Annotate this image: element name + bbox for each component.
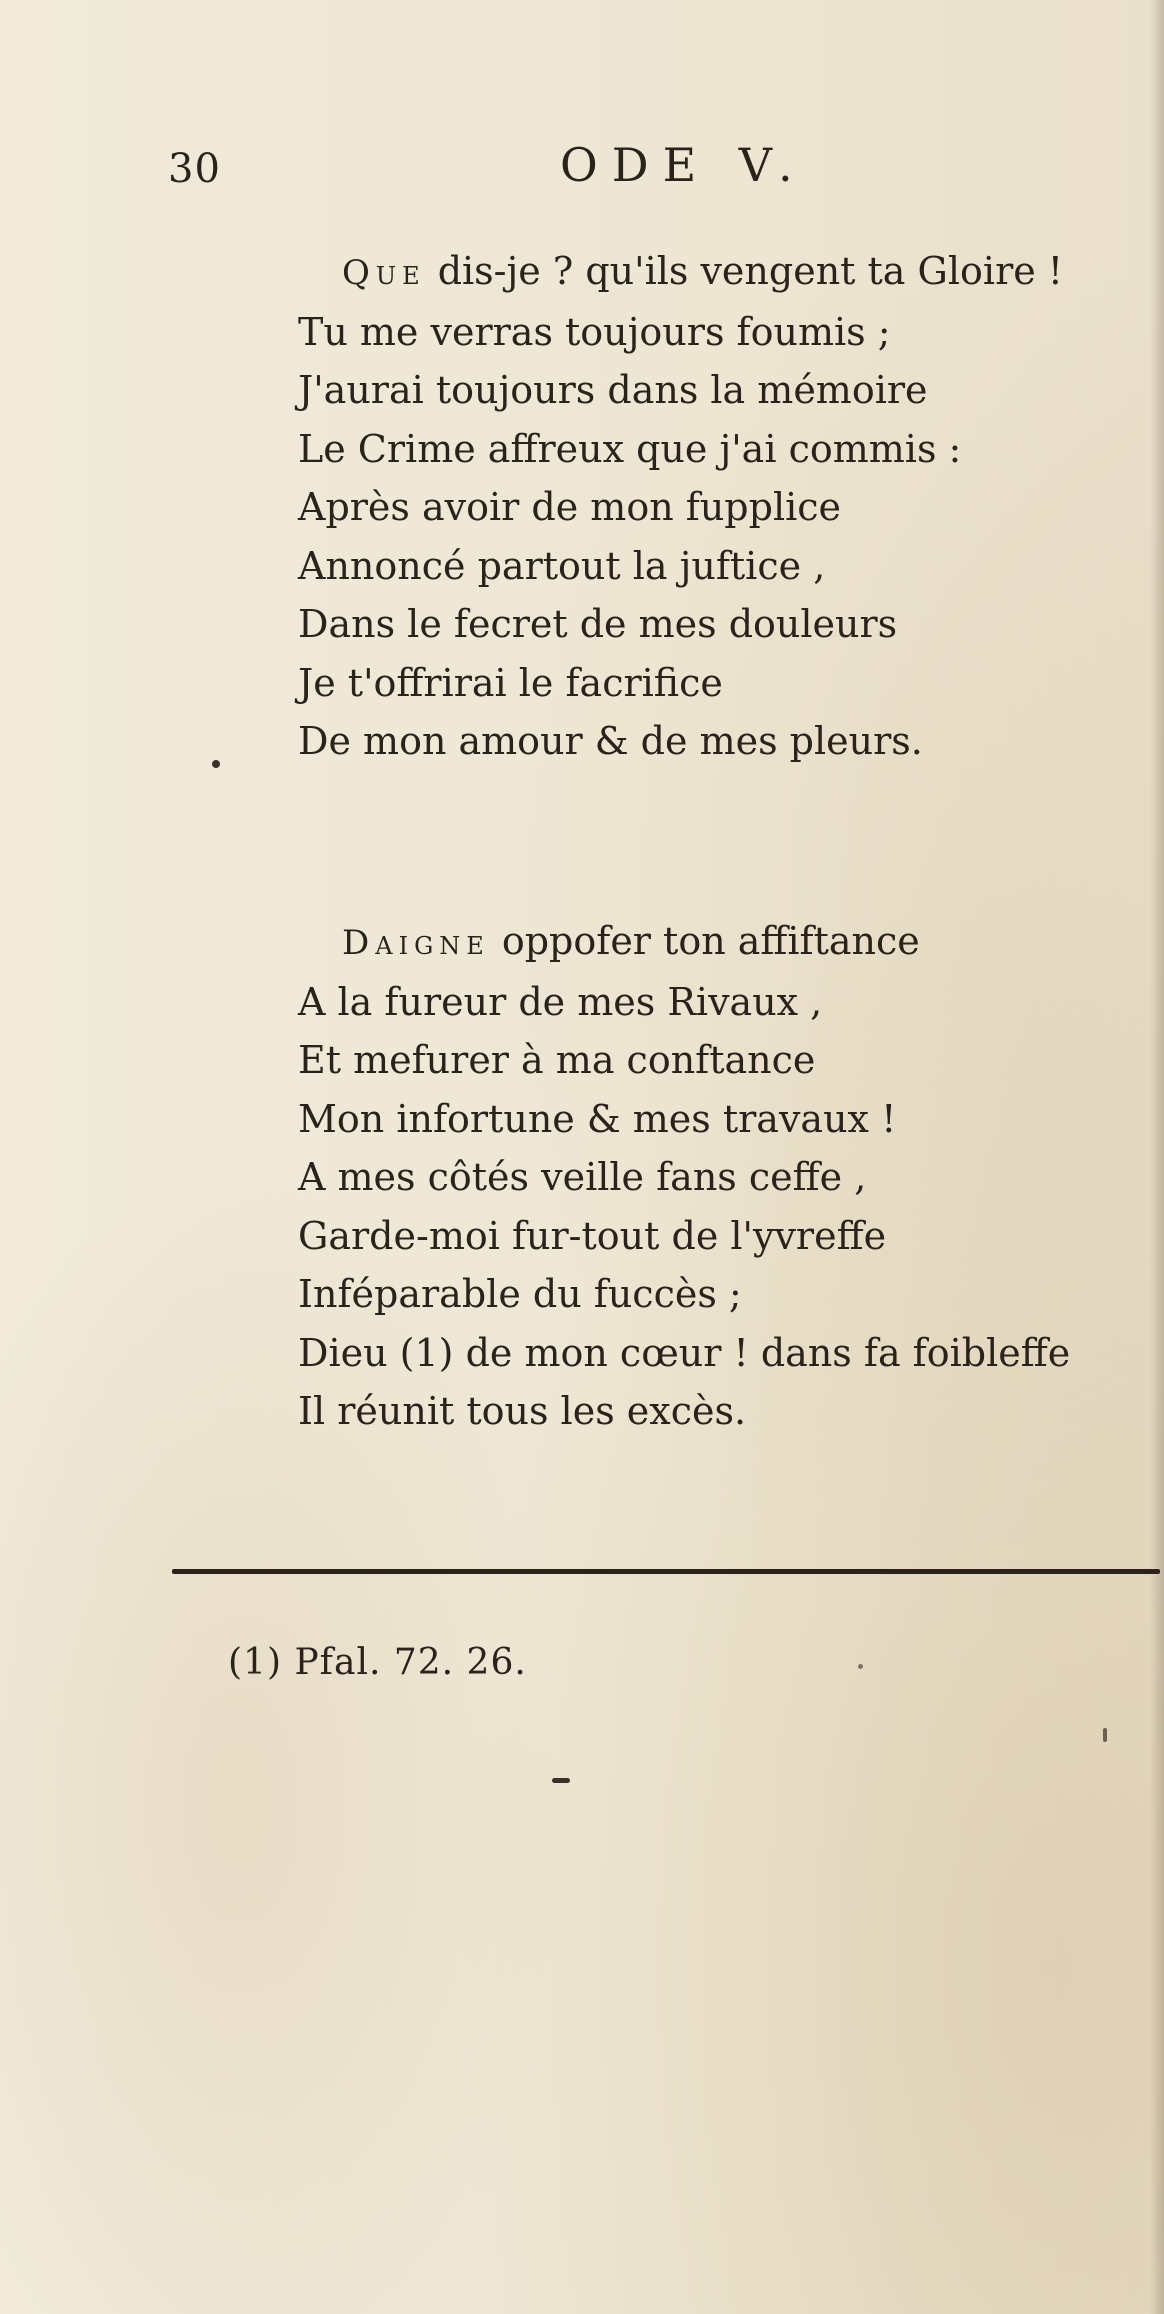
verse-line-text: oppofer ton affiftance <box>489 919 920 963</box>
verse-line: Inféparable du fuccès ; <box>298 1272 742 1316</box>
ink-speck <box>212 760 220 768</box>
verse-line <box>298 912 1158 973</box>
verse-line: Et mefurer à ma conftance <box>298 1038 816 1082</box>
verse-line <box>298 242 1158 303</box>
verse-line: Garde-moi fur-tout de l'yvreffe <box>298 1213 887 1258</box>
stanza-lead-word: Daigne <box>342 923 490 963</box>
stanza-1 <box>298 242 1158 771</box>
page-header <box>0 138 1164 198</box>
ink-speck <box>858 1664 863 1669</box>
verse-line: A mes côtés veille fans ceffe , <box>298 1155 867 1199</box>
verse-line: De mon amour & de mes pleurs. <box>298 719 923 763</box>
page-number: 30 <box>168 146 221 192</box>
verse-line: Tu me verras toujours foumis ; <box>298 309 891 354</box>
verse-line: J'aurai toujours dans la mémoire <box>298 368 928 412</box>
footnote-rule <box>172 1569 1160 1574</box>
verse-line: A la fureur de mes Rivaux , <box>298 979 823 1024</box>
verse-line-text: dis-je ? qu'ils vengent ta Gloire ! <box>425 249 1064 293</box>
verse-line: Annoncé partout la juftice , <box>298 543 826 588</box>
verse-line: Je t'offrirai le facrifice <box>298 660 723 705</box>
verse-line: Dieu (1) de mon cœur ! dans fa foibleffe <box>298 1330 1071 1375</box>
verse-line: Il réunit tous les excès. <box>298 1389 747 1433</box>
stanza-2 <box>298 912 1158 1441</box>
running-title: ODE V. <box>560 138 807 192</box>
ink-speck <box>552 1778 570 1783</box>
verse-line: Mon infortune & mes travaux ! <box>298 1096 897 1141</box>
verse-line: Après avoir de mon fupplice <box>298 485 842 529</box>
verse-line: Dans le fecret de mes douleurs <box>298 602 898 646</box>
stanza-lead-word: Que <box>342 253 426 293</box>
footnote: (1) Pfal. 72. 26. <box>228 1642 527 1683</box>
ink-speck <box>1103 1728 1107 1742</box>
verse-line: Le Crime affreux que j'ai commis : <box>298 426 962 471</box>
